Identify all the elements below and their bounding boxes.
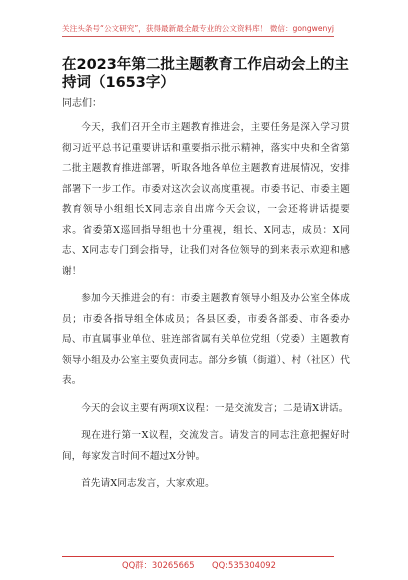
header-banner: 关注头条号“公文研究”，获得最新最全最专业的公文资料库！ 微信：gongwenyj <box>62 22 334 37</box>
document-body <box>62 118 350 502</box>
document-title: 在2023年第二批主题教育工作启动会上的主持词（1653字） <box>62 57 349 91</box>
paragraph: 首先请X同志发言，大家欢迎。 <box>81 478 215 489</box>
qq-group-number: QQ群：30265665 <box>122 560 195 570</box>
qq-contact-number: QQ:535304092 <box>212 560 276 570</box>
footer <box>62 556 334 573</box>
paragraph: 今天，我们召开全市主题教育推进会，主要任务是深入学习贯彻习近平总书记重要讲话和重要指示批示精神，落实中央和全省第二批主题教育推进部署，听取各地各单位主题教育进展情况，安排部署下一步工作。市委对这次会议高度重视。市委书记、市委主题教育领导小组组长X同志亲自出席今天会议，一会还将讲话提要求。省委第X巡回指导组也十分重视，组长、X同志，成员：X同志、X同志专门到会指导，让我们对各位领导的到来表示欢迎和感谢！ <box>62 122 350 277</box>
paragraph: 现在进行第一X议程，交流发言。请发言的同志注意把握好时间，每家发言时间不超过X分钟。 <box>62 430 350 462</box>
paragraph: 参加今天推进会的有：市委主题教育领导小组及办公室全体成员；市委各指导组全体成员；各县区委，市委各部委、市各委办局、市直属事业单位、驻连部省属有关单位党组（党委）主题教育领导小组及办公室主要负责同志。部分乡镇（街道）、村（社区）代表。 <box>62 293 350 386</box>
greeting: 同志们： <box>62 98 102 109</box>
paragraph: 今天的会议主要有两项X议程：一是交流发言；二是请X讲话。 <box>81 402 349 414</box>
